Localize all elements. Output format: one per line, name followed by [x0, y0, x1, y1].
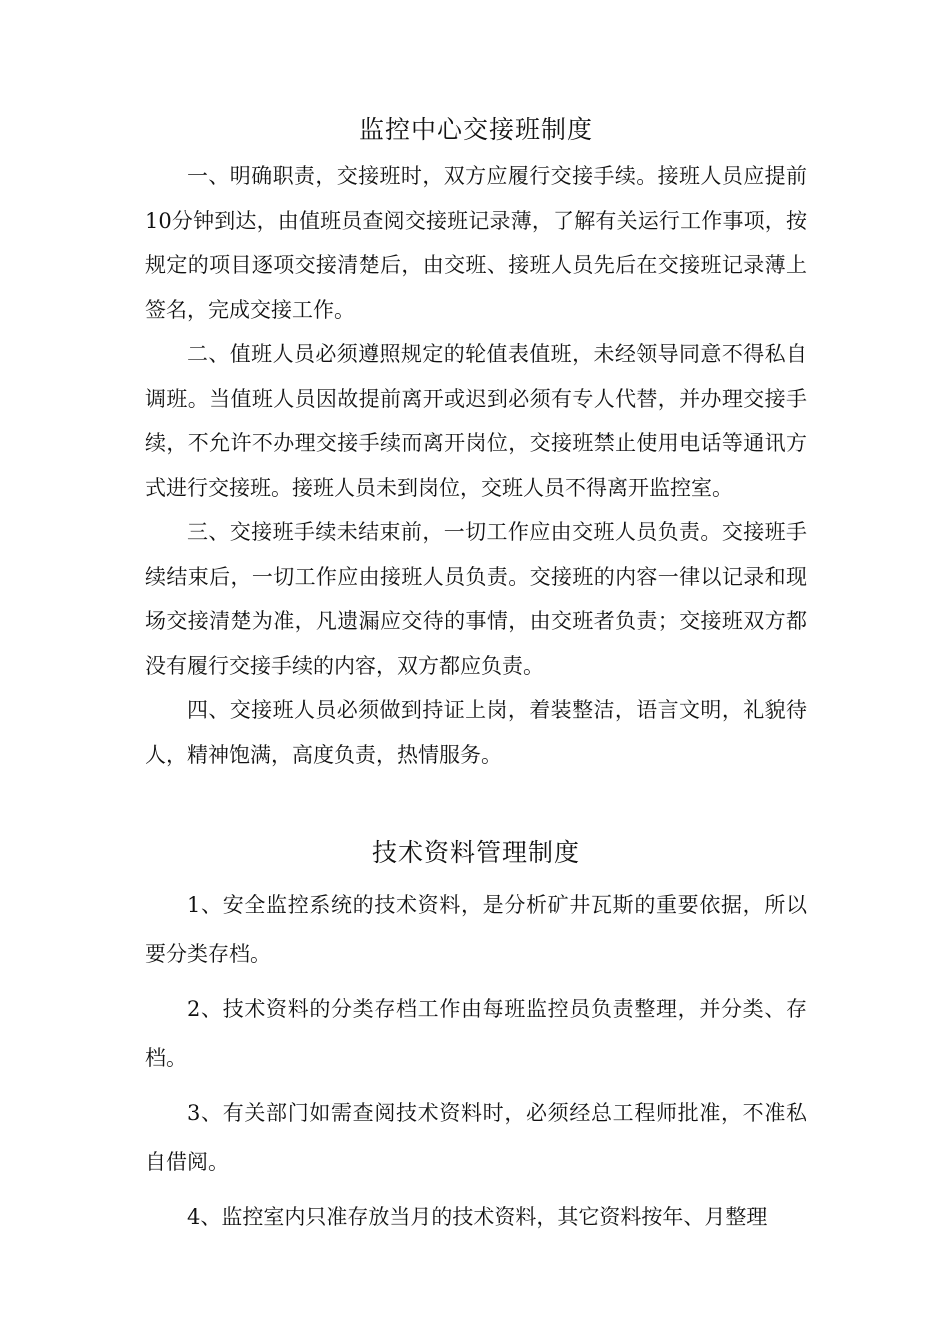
paragraph: 三、交接班手续未结束前，一切工作应由交班人员负责。交接班手续结束后，一切工作应由接班人员负责。交接班的内容一律以记录和现场交接清楚为准，凡遗漏应交待的事情，由交班者负责；交接班双方都没有履行交接手续的内容，双方都应负责。	[145, 520, 807, 678]
paragraph: 4、监控室内只准存放当月的技术资料，其它资料按年、月整理	[187, 1205, 768, 1229]
document-page	[145, 108, 807, 1248]
technical-documents-section	[145, 831, 807, 1242]
section-title-handover: 监控中心交接班制度	[358, 115, 593, 144]
paragraph: 1、安全监控系统的技术资料，是分析矿井瓦斯的重要依据，所以要分类存档。	[145, 893, 807, 966]
section-title-tech-docs: 技术资料管理制度	[371, 838, 580, 867]
paragraph: 3、有关部门如需查阅技术资料时，必须经总工程师批准，不准私自借阅。	[145, 1101, 807, 1174]
paragraph: 四、交接班人员必须做到持证上岗，着装整洁，语言文明，礼貌待人，精神饱满，高度负责，热情服务。	[145, 698, 807, 767]
shift-handover-section	[145, 108, 807, 777]
paragraph: 二、值班人员必须遵照规定的轮值表值班，未经领导同意不得私自调班。当值班人员因故提前离开或迟到必须有专人代替，并办理交接手续，不允许不办理交接手续而离开岗位，交接班禁止使用电话等通讯方式进行交接班。接班人员未到岗位，交班人员不得离开监控室。	[145, 342, 807, 500]
paragraph: 一、明确职责，交接班时，双方应履行交接手续。接班人员应提前10分钟到达，由值班员查阅交接班记录薄，了解有关运行工作事项，按规定的项目逐项交接清楚后，由交班、接班人员先后在交接班记录薄上签名，完成交接工作。	[145, 164, 807, 322]
paragraph: 2、技术资料的分类存档工作由每班监控员负责整理，并分类、存档。	[145, 997, 807, 1070]
